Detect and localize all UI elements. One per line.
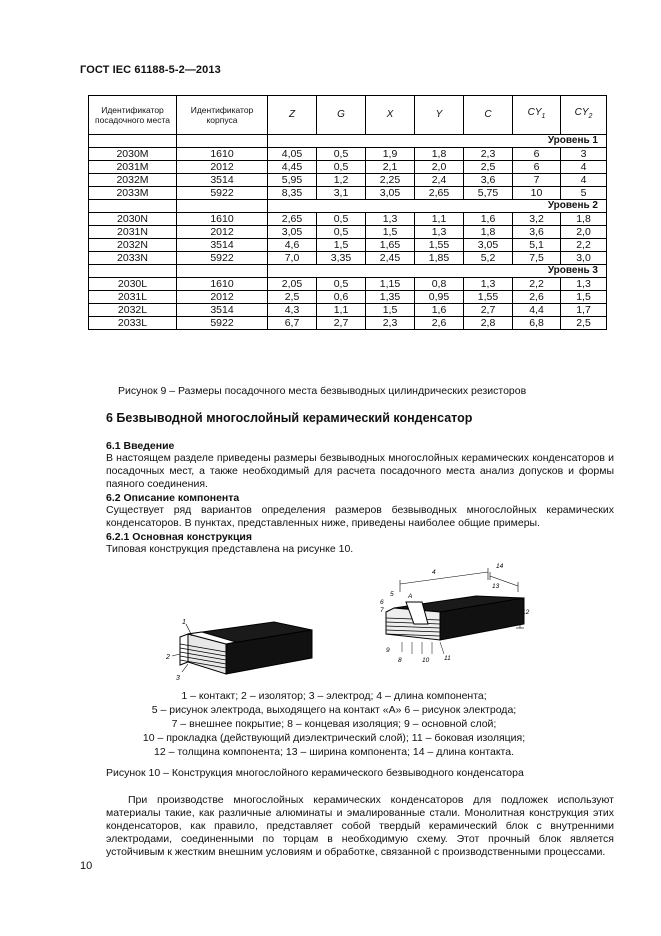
table-cell: 4,4	[513, 304, 561, 317]
closing-paragraph: При производстве многослойных керамических конденсаторов для подложек используют материалы такие, как различные алюминаты и эмалированные стали. Монолитная конструкция этих конденсаторов, как правило, представляет собой твердый керамический блок с внутренними электродами, соединенными по торцам в необходимую схему. Этот прочный блок является устойчивым к жестким внешним условиям и обработке, связанной с производственными процессами.	[106, 794, 614, 858]
col-header-g: G	[317, 96, 366, 135]
table-row	[89, 239, 607, 252]
label-13: 13	[492, 583, 500, 590]
table-cell: 3514	[177, 304, 268, 317]
table-cell: 2,65	[268, 213, 317, 226]
label-a: A	[408, 593, 413, 600]
table-cell: 4,05	[268, 148, 317, 161]
col-header-z: Z	[268, 96, 317, 135]
table-cell: 6	[513, 148, 561, 161]
table-cell: 1,7	[561, 304, 607, 317]
table-cell: 2012	[177, 291, 268, 304]
table-cell: 1,8	[561, 213, 607, 226]
table-cell: 1,9	[366, 148, 415, 161]
label-12: 12	[522, 609, 530, 616]
col-header-package-id: Идентификатор корпуса	[177, 96, 268, 135]
table-cell: 4,45	[268, 161, 317, 174]
table-cell: 1,15	[366, 278, 415, 291]
table-cell: 5	[561, 187, 607, 200]
table-cell: 6,8	[513, 317, 561, 330]
label-11: 11	[444, 655, 451, 662]
table-cell: 2033M	[89, 187, 177, 200]
level-row	[89, 200, 607, 213]
col-header-footprint-id: Идентификатор посадочного места	[89, 96, 177, 135]
legend-line: 10 – прокладка (действующий диэлектрический слой); 11 – боковая изоляция;	[142, 732, 526, 744]
table-cell: 1,3	[561, 278, 607, 291]
table-cell: 1,3	[415, 226, 464, 239]
table-cell: 7,0	[268, 252, 317, 265]
table-cell: 2032N	[89, 239, 177, 252]
table-cell: 6	[513, 161, 561, 174]
table-cell: 2,4	[415, 174, 464, 187]
table-cell: 1610	[177, 213, 268, 226]
table-cell: 1,2	[317, 174, 366, 187]
table-cell: 2033L	[89, 317, 177, 330]
table-cell: 0,8	[415, 278, 464, 291]
legend-line: 12 – толщина компонента; 13 – ширина компонента; 14 – длина контакта.	[153, 746, 514, 758]
table-cell: 1,6	[464, 213, 513, 226]
level-blank-cell	[177, 200, 268, 213]
table-cell: 2,5	[464, 161, 513, 174]
table-cell: 0,95	[415, 291, 464, 304]
table-cell: 10	[513, 187, 561, 200]
col-header-cy2: $CY_2$	[561, 96, 607, 135]
table-cell: 4	[561, 174, 607, 187]
table-cell: 3,1	[317, 187, 366, 200]
table-cell: 2012	[177, 161, 268, 174]
table-cell: 3,35	[317, 252, 366, 265]
label-3: 3	[176, 675, 180, 682]
table-cell: 2,05	[268, 278, 317, 291]
table-cell: 2,6	[415, 317, 464, 330]
table-row	[89, 304, 607, 317]
table-row	[89, 161, 607, 174]
table-row	[89, 148, 607, 161]
col-header-c: C	[464, 96, 513, 135]
figure-10-legend	[100, 689, 568, 759]
table-cell: 2,1	[366, 161, 415, 174]
label-7: 7	[380, 607, 384, 614]
table-cell: 1,5	[366, 304, 415, 317]
level-blank-cell	[89, 200, 177, 213]
label-9: 9	[386, 647, 390, 654]
label-4: 4	[432, 569, 436, 576]
label-1: 1	[182, 619, 186, 626]
table-cell: 0,5	[317, 278, 366, 291]
table-cell: 2030M	[89, 148, 177, 161]
table-cell: 1,55	[415, 239, 464, 252]
table-cell: 2,25	[366, 174, 415, 187]
table-row	[89, 278, 607, 291]
level-blank-cell	[89, 135, 177, 148]
table-cell: 1,3	[366, 213, 415, 226]
table-cell: 5922	[177, 187, 268, 200]
level-title: Уровень 2	[268, 200, 607, 213]
table-cell: 2032M	[89, 174, 177, 187]
table-cell: 1,1	[317, 304, 366, 317]
table-cell: 1,55	[464, 291, 513, 304]
table-cell: 5922	[177, 317, 268, 330]
table-cell: 3,05	[268, 226, 317, 239]
section-6-1-title: 6.1 Введение	[106, 440, 175, 452]
table-cell: 2,8	[464, 317, 513, 330]
col-header-cy1: $CY_1$	[513, 96, 561, 135]
table-row	[89, 291, 607, 304]
table-cell: 7	[513, 174, 561, 187]
level-row	[89, 135, 607, 148]
table-cell: 0,5	[317, 213, 366, 226]
table-cell: 1,6	[415, 304, 464, 317]
page-number: 10	[80, 860, 93, 872]
table-cell: 3,05	[464, 239, 513, 252]
level-row	[89, 265, 607, 278]
table-cell: 2,0	[415, 161, 464, 174]
table-cell: 5,75	[464, 187, 513, 200]
table-cell: 3,6	[513, 226, 561, 239]
table-cell: 1,8	[415, 148, 464, 161]
table-cell: 1610	[177, 148, 268, 161]
footprint-dimensions-table	[88, 95, 607, 330]
table-row	[89, 226, 607, 239]
figure-9-caption: Рисунок 9 – Размеры посадочного места безвыводных цилиндрических резисторов	[118, 385, 527, 397]
table-cell: 5,95	[268, 174, 317, 187]
table-cell: 2030N	[89, 213, 177, 226]
table-row	[89, 252, 607, 265]
table-cell: 2031L	[89, 291, 177, 304]
table-cell: 4	[561, 161, 607, 174]
table-cell: 2031N	[89, 226, 177, 239]
table-row	[89, 213, 607, 226]
label-10: 10	[422, 657, 430, 664]
table-cell: 1,5	[366, 226, 415, 239]
table-cell: 5,1	[513, 239, 561, 252]
table-row	[89, 317, 607, 330]
legend-line: 5 – рисунок электрода, выходящего на контакт «А» 6 – рисунок электрода;	[151, 704, 517, 716]
table-cell: 2,0	[561, 226, 607, 239]
table-cell: 1,5	[317, 239, 366, 252]
table-cell: 3	[561, 148, 607, 161]
table-cell: 0,5	[317, 226, 366, 239]
table-cell: 4,6	[268, 239, 317, 252]
table-cell: 2,5	[561, 317, 607, 330]
table-cell: 1,65	[366, 239, 415, 252]
table-cell: 3,6	[464, 174, 513, 187]
level-blank-cell	[89, 265, 177, 278]
legend-line: 7 – внешнее покрытие; 8 – концевая изоляция; 9 – основной слой;	[171, 718, 497, 730]
table-cell: 8,35	[268, 187, 317, 200]
table-cell: 2,3	[464, 148, 513, 161]
figure-10-caption: Рисунок 10 – Конструкция многослойного керамического безвыводного конденсатора	[106, 767, 524, 779]
table-cell: 5,2	[464, 252, 513, 265]
table-cell: 2,2	[561, 239, 607, 252]
table-cell: 0,5	[317, 161, 366, 174]
table-cell: 6,7	[268, 317, 317, 330]
legend-line: 1 – контакт; 2 – изолятор; 3 – электрод; 4 – длина компонента;	[181, 690, 487, 702]
label-6: 6	[380, 599, 384, 606]
table-cell: 2031M	[89, 161, 177, 174]
table-cell: 2,65	[415, 187, 464, 200]
table-cell: 1,1	[415, 213, 464, 226]
table-cell: 2,45	[366, 252, 415, 265]
table-cell: 1,35	[366, 291, 415, 304]
capacitor-cutaway-drawing	[378, 562, 538, 667]
table-cell: 2030L	[89, 278, 177, 291]
table-cell: 0,5	[317, 148, 366, 161]
table-cell: 1,85	[415, 252, 464, 265]
table-cell: 3514	[177, 174, 268, 187]
table-cell: 4,3	[268, 304, 317, 317]
table-header-row	[89, 96, 607, 135]
table-cell: 5922	[177, 252, 268, 265]
table-cell: 3,0	[561, 252, 607, 265]
section-6-2-text: Существует ряд вариантов определения размеров безвыводных многослойных керамических конденсаторов. В пунктах, представленных ниже, приведены наиболее общие примеры.	[106, 504, 614, 529]
table-body	[89, 135, 607, 330]
section-6-2-title: 6.2 Описание компонента	[106, 492, 240, 504]
table-cell: 2,5	[268, 291, 317, 304]
document-header: ГОСТ IEC 61188-5-2—2013	[80, 64, 221, 76]
table-cell: 2,2	[513, 278, 561, 291]
section-6-title: 6 Безвыводной многослойный керамический конденсатор	[106, 411, 473, 425]
table-cell: 1,5	[561, 291, 607, 304]
table-cell: 1,3	[464, 278, 513, 291]
table-cell: 1,8	[464, 226, 513, 239]
table-row	[89, 187, 607, 200]
table-cell: 3,05	[366, 187, 415, 200]
table-cell: 2,7	[317, 317, 366, 330]
capacitor-exterior-drawing	[166, 616, 326, 686]
table-cell: 7,5	[513, 252, 561, 265]
label-5: 5	[390, 591, 394, 598]
level-blank-cell	[177, 135, 268, 148]
table-cell: 3514	[177, 239, 268, 252]
col-header-y: Y	[415, 96, 464, 135]
label-14: 14	[496, 563, 504, 570]
level-blank-cell	[177, 265, 268, 278]
level-title: Уровень 3	[268, 265, 607, 278]
table-cell: 3,2	[513, 213, 561, 226]
label-8: 8	[398, 657, 402, 664]
level-title: Уровень 1	[268, 135, 607, 148]
label-2: 2	[166, 654, 170, 661]
table-cell: 2032L	[89, 304, 177, 317]
section-6-1-text: В настоящем разделе приведены размеры безвыводных многослойных керамических конденсаторов и посадочных мест, а также необходимый для расчета посадочного места анализ допусков и формы паяного соединения.	[106, 452, 614, 490]
section-6-2-1-text: Типовая конструкция представлена на рисунке 10.	[106, 543, 354, 555]
table-cell: 2033N	[89, 252, 177, 265]
table-cell: 2,6	[513, 291, 561, 304]
table-cell: 2,3	[366, 317, 415, 330]
table-cell: 0,6	[317, 291, 366, 304]
section-6-2-1-title: 6.2.1 Основная конструкция	[106, 531, 252, 543]
table-cell: 2012	[177, 226, 268, 239]
table-row	[89, 174, 607, 187]
table-cell: 2,7	[464, 304, 513, 317]
col-header-x: X	[366, 96, 415, 135]
table-cell: 1610	[177, 278, 268, 291]
